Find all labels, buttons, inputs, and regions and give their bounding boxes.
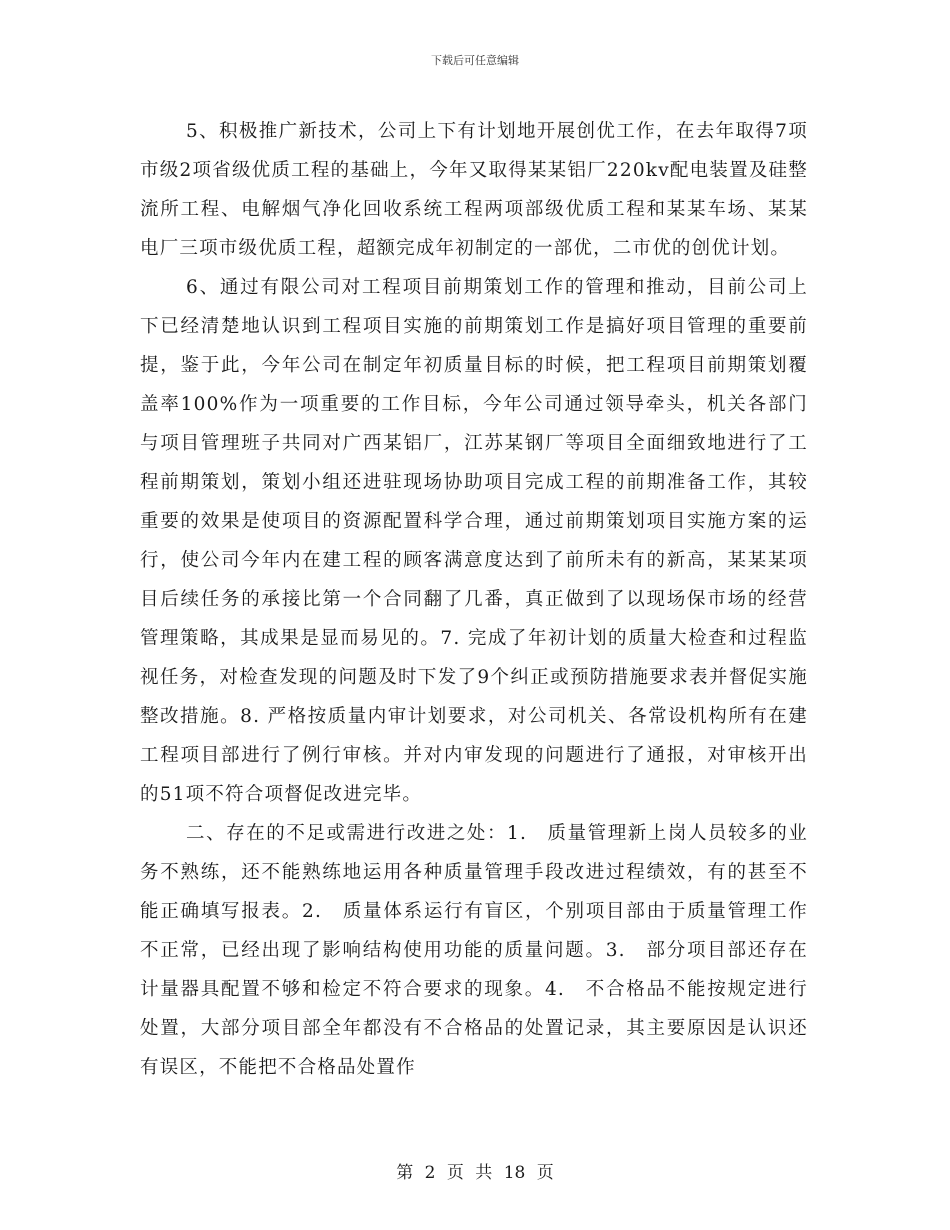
paragraph-shortcomings: 二、存在的不足或需进行改进之处：1. 质量管理新上岗人员较多的业务不熟练，还不能熟练地运用各种质量管理手段改进过程绩效，有的甚至不能正确填写报表。2. 质量体系运行有盲区，个别项目部由于质量管理工作不正常，已经出现了影响结构使用功能的质量问题。3. 部分项目部还存在计量器具配置不够和检定不符合要求的现象。4. 不合格品不能按规定进行处置，大部分项目部全年都没有不合格品的处置记录，其主要原因是认识还有误区，不能把不合格品处置作 [140,823,808,1078]
paragraph-item-5: 5、积极推广新技术，公司上下有计划地开展创优工作，在去年取得7项市级2项省级优质工程的基础上，今年又取得某某铝厂220kv配电装置及硅整流所工程、电解烟气净化回收系统工程两项部级优质工程和某某车场、某某电厂三项市级优质工程，超额完成年初制定的一部优，二市优的创优计划。 [140,121,808,259]
page-footer: 第 2 页 共 18 页 [396,1163,554,1183]
page-header: 下载后可任意编辑 [431,54,519,67]
paragraph-item-6: 6、通过有限公司对工程项目前期策划工作的管理和推动，目前公司上下已经清楚地认识到工程项目实施的前期策划工作是搞好项目管理的重要前提，鉴于此，今年公司在制定年初质量目标的时候，把工程项目前期策划覆盖率100%作为一项重要的工作目标，今年公司通过领导牵头，机关各部门与项目管理班子共同对广西某铝厂，江苏某钢厂等项目全面细致地进行了工程前期策划，策划小组还进驻现场协助项目完成工程的前期准备工作，其较重要的效果是使项目的资源配置科学合理，通过前期策划项目实施方案的运行，使公司今年内在建工程的顾客满意度达到了前所未有的新高，某某某项目后续任务的承接比第一个合同翻了几番，真正做到了以现场保市场的经营管理策略，其成果是显而易见的。7. 完成了年初计划的质量大检查和过程监视任务，对检查发现的问题及时下发了9个纠正或预防措施要求表并督促实施整改措施。8. 严格按质量内审计划要求，对公司机关、各常设机构所有在建工程项目部进行了例行审核。并对内审发现的问题进行了通报，对审核开出的51项不符合项督促改进完毕。 [140,277,808,805]
document-body [140,112,808,1087]
